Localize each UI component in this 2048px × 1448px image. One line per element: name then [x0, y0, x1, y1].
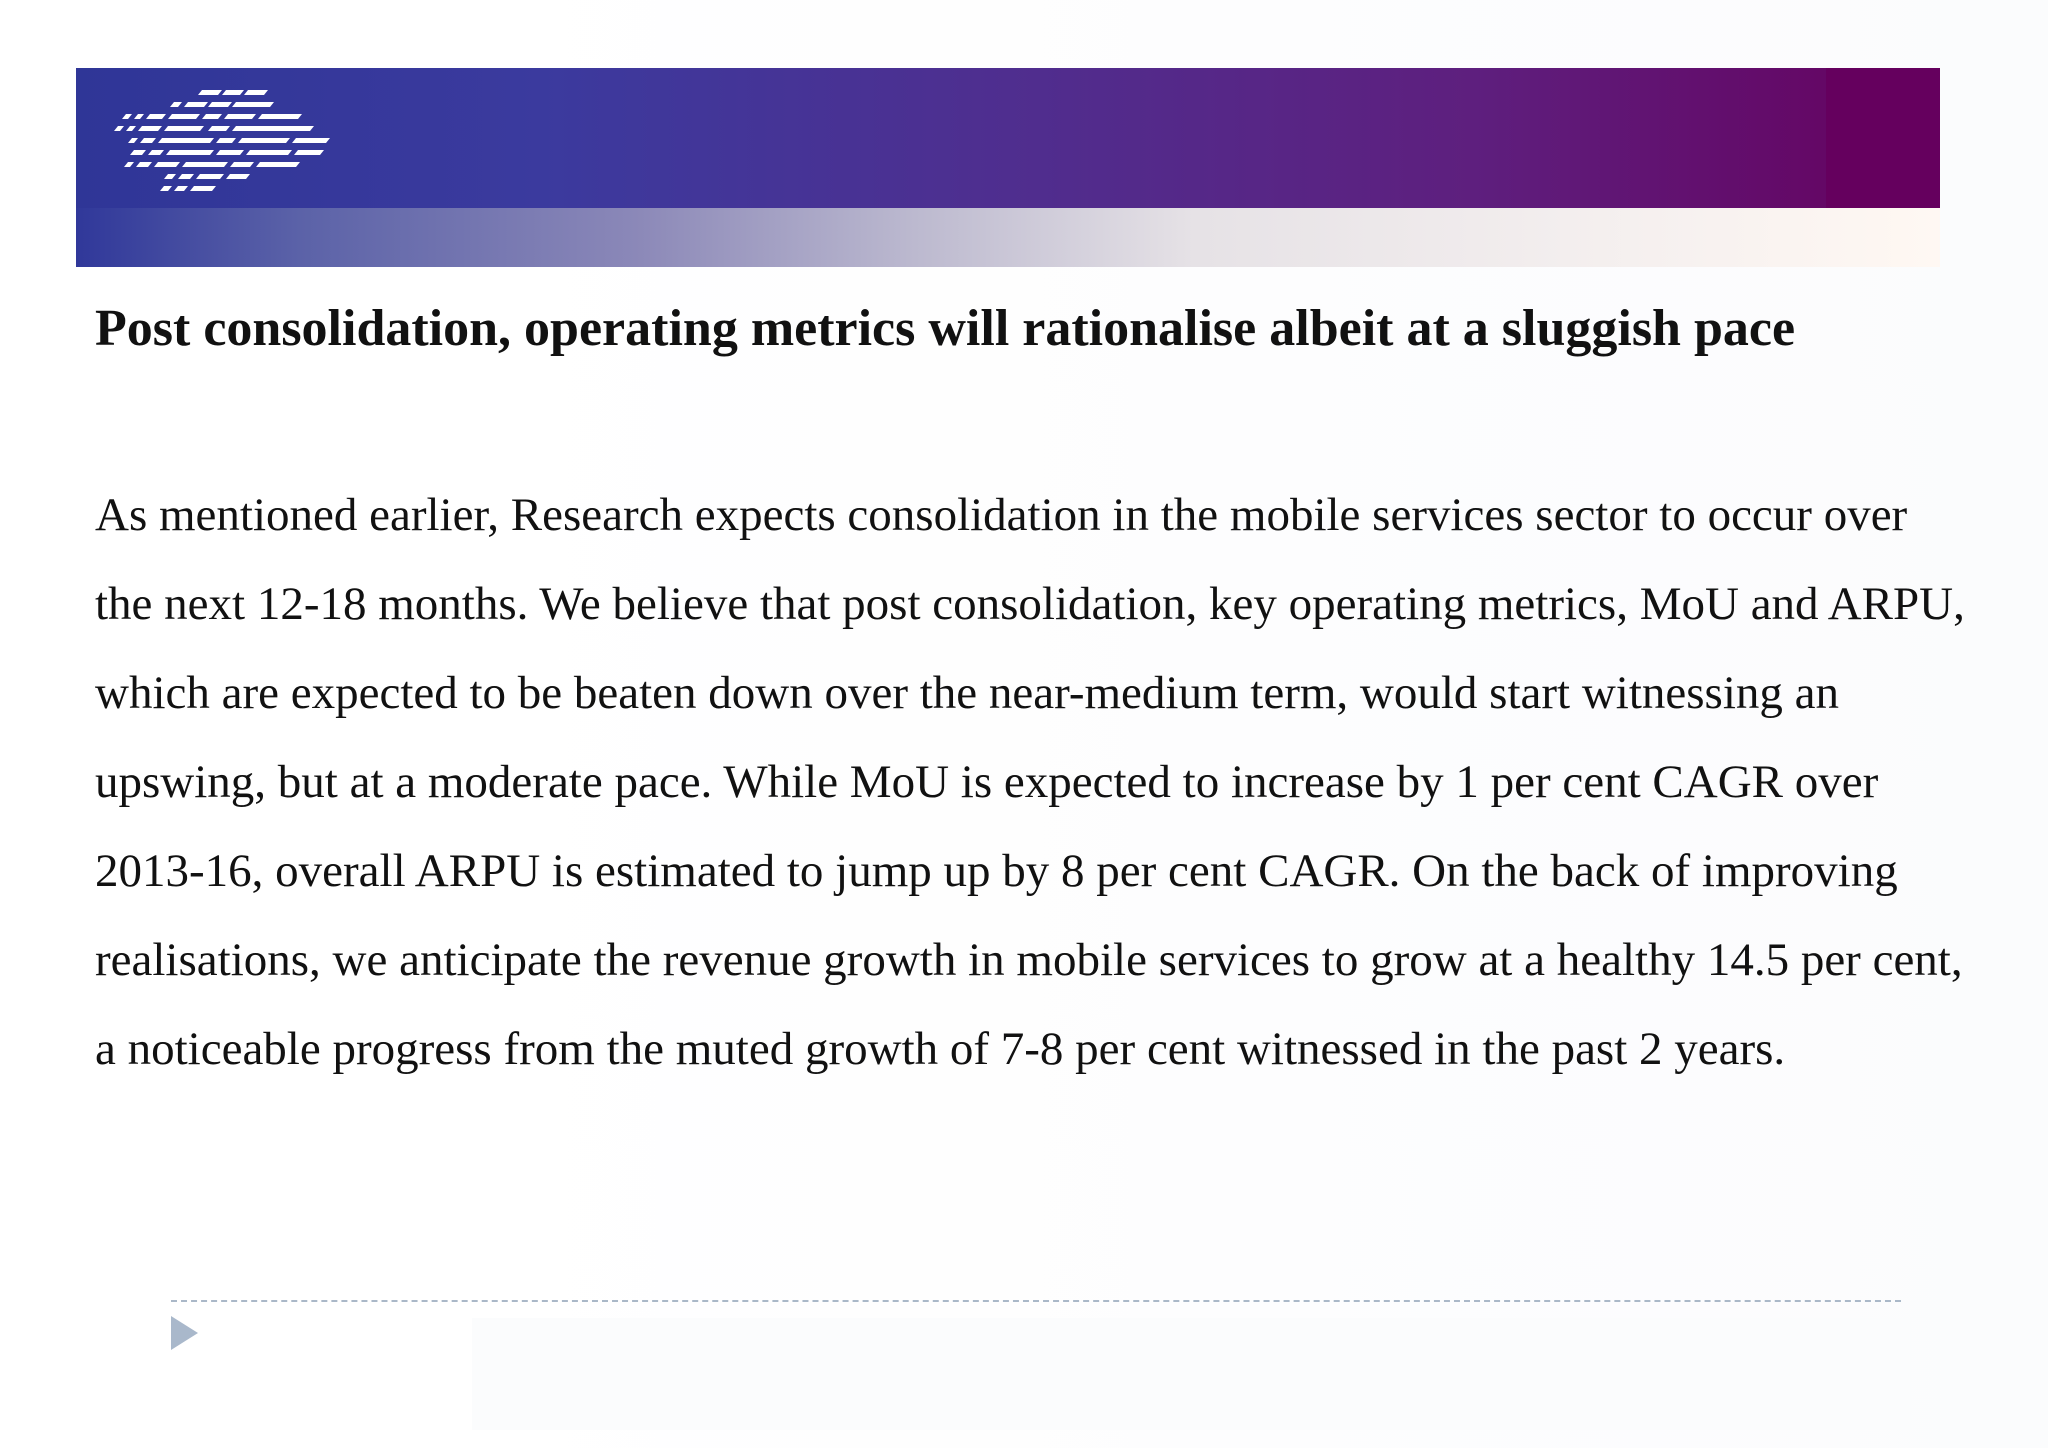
banner-gradient-bottom	[76, 208, 1940, 267]
slide-body-text: As mentioned earlier, Research expects consolidation in the mobile services sector to occur over the next 12-18 months. We believe that post consolidation, key operating metrics, MoU and ARPU, which are expected to be beaten down over the near-medium term, would start witnessing an upswing, but at a moderate pace. While MoU is expected to increase by 1 per cent CAGR over 2013-16, overall ARPU is estimated to jump up by 8 per cent CAGR. On the back of improving realisations, we anticipate the revenue growth in mobile services to grow at a healthy 14.5 per cent, a noticeable progress from the muted growth of 7-8 per cent witnessed in the past 2 years.	[95, 489, 1965, 1075]
banner-gradient-top	[76, 68, 1940, 208]
striped-logo-icon	[104, 88, 334, 198]
empty-content-area	[472, 1318, 1912, 1430]
banner-right-block	[1826, 68, 1940, 208]
header-banner	[76, 68, 1940, 267]
triangle-bullet-icon	[171, 1316, 198, 1350]
dashed-divider	[171, 1300, 1901, 1302]
slide-title: Post consolidation, operating metrics will rationalise albeit at a sluggish pace	[95, 300, 1796, 357]
